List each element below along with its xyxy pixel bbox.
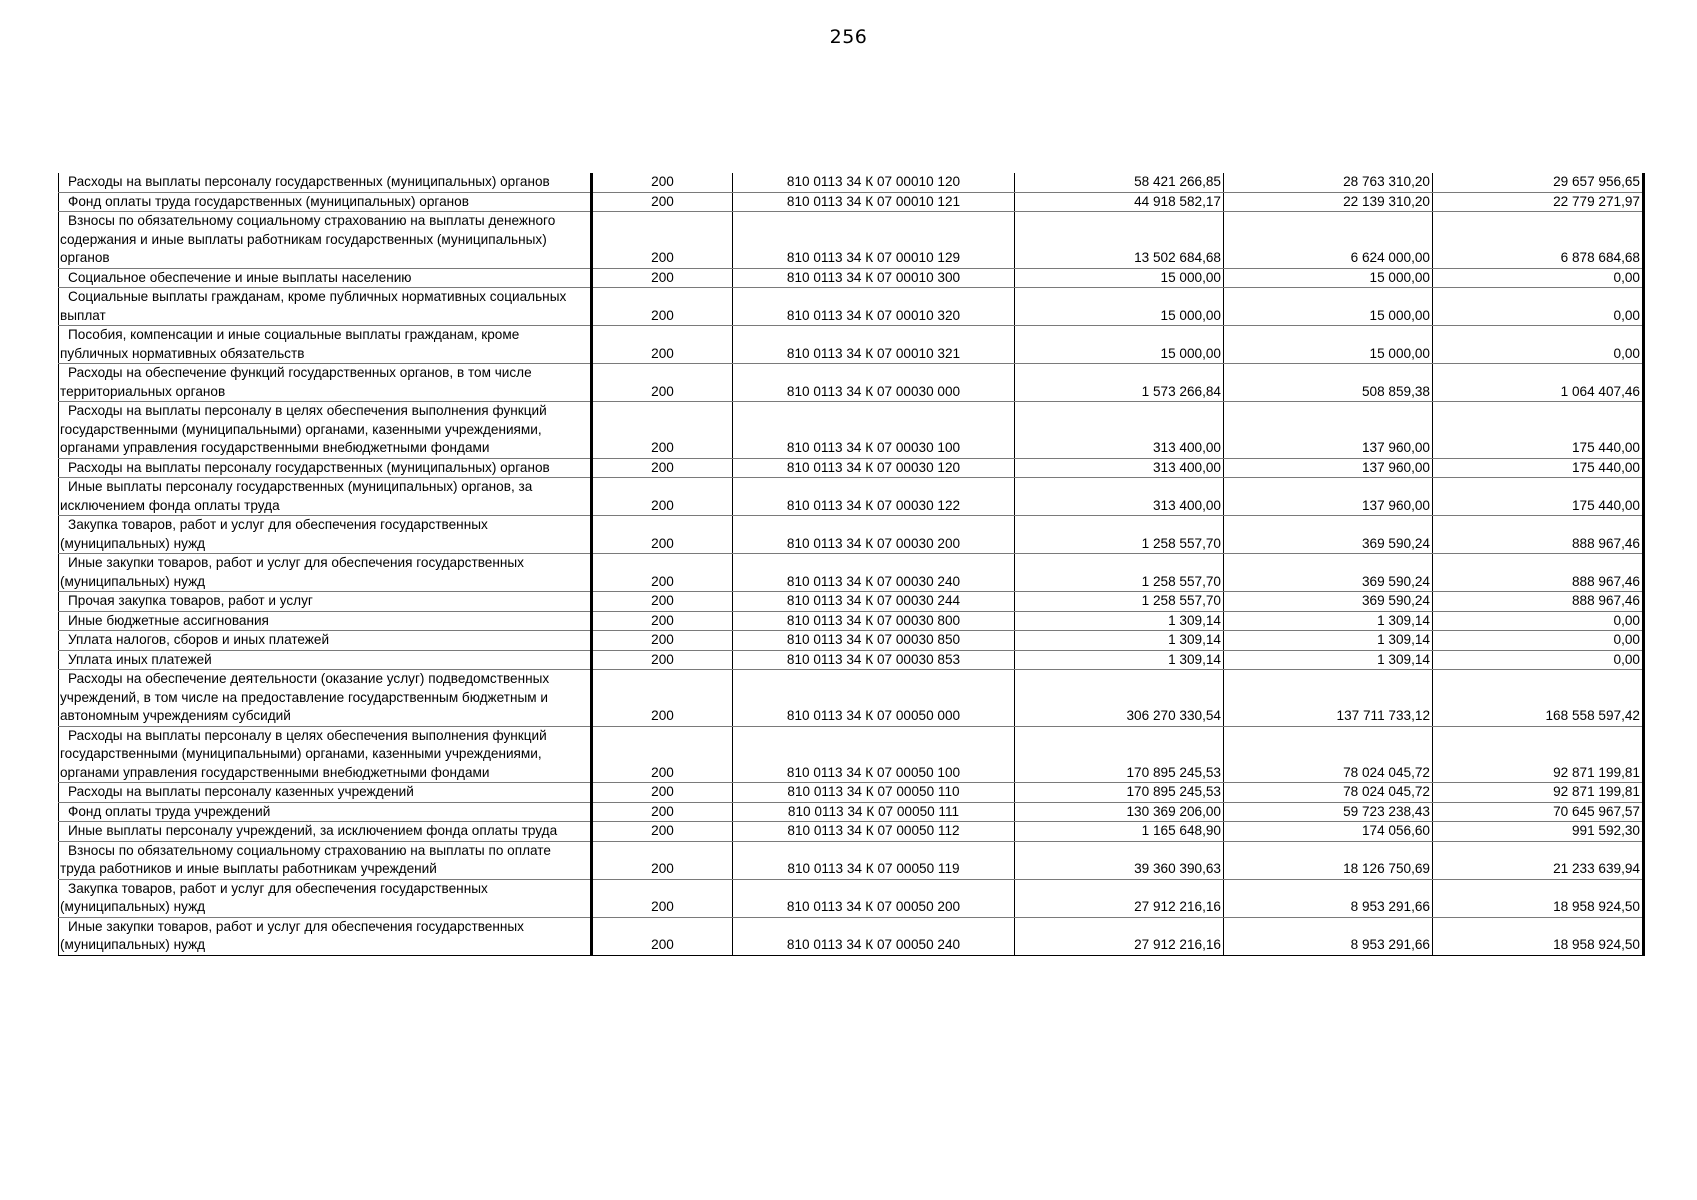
- row-executed: 8 953 291,66: [1224, 879, 1433, 917]
- row-line-code: 200: [592, 173, 733, 192]
- row-name: Пособия, компенсации и иные социальные выплаты гражданам, кроме публичных нормативных обязательств: [59, 326, 592, 364]
- row-line-code: 200: [592, 631, 733, 651]
- row-unexecuted: 21 233 639,94: [1433, 841, 1644, 879]
- row-budget-code: 810 0113 34 К 07 00010 320: [733, 288, 1015, 326]
- row-budget-code: 810 0113 34 К 07 00050 100: [733, 726, 1015, 783]
- row-budget-code: 810 0113 34 К 07 00010 321: [733, 326, 1015, 364]
- row-executed: 1 309,14: [1224, 650, 1433, 670]
- row-name: Социальные выплаты гражданам, кроме публичных нормативных социальных выплат: [59, 288, 592, 326]
- row-line-code: 200: [592, 802, 733, 822]
- row-approved: 15 000,00: [1015, 268, 1224, 288]
- row-unexecuted: 175 440,00: [1433, 478, 1644, 516]
- table-row: [59, 726, 1644, 783]
- row-executed: 15 000,00: [1224, 268, 1433, 288]
- table-row: [59, 670, 1644, 727]
- row-executed: 137 711 733,12: [1224, 670, 1433, 727]
- row-approved: 1 309,14: [1015, 611, 1224, 631]
- row-name: Расходы на выплаты персоналу в целях обеспечения выполнения функций государственными (муниципальными) органами, казенными учреждениями, органами управления государственными внебюджетными фондами: [59, 402, 592, 459]
- table-row: [59, 879, 1644, 917]
- table-row: [59, 402, 1644, 459]
- budget-execution-table: [58, 173, 1645, 956]
- table-row: [59, 631, 1644, 651]
- row-unexecuted: 0,00: [1433, 268, 1644, 288]
- row-approved: 1 309,14: [1015, 631, 1224, 651]
- row-unexecuted: 0,00: [1433, 611, 1644, 631]
- row-approved: 170 895 245,53: [1015, 726, 1224, 783]
- row-executed: 6 624 000,00: [1224, 212, 1433, 269]
- row-name: Социальное обеспечение и иные выплаты населению: [59, 268, 592, 288]
- row-approved: 1 165 648,90: [1015, 822, 1224, 842]
- row-name: Расходы на выплаты персоналу государственных (муниципальных) органов: [59, 173, 592, 192]
- row-unexecuted: 991 592,30: [1433, 822, 1644, 842]
- row-unexecuted: 1 064 407,46: [1433, 364, 1644, 402]
- table-row: [59, 592, 1644, 612]
- table-row: [59, 268, 1644, 288]
- table-row: [59, 458, 1644, 478]
- row-line-code: 200: [592, 288, 733, 326]
- table-row: [59, 917, 1644, 955]
- row-line-code: 200: [592, 841, 733, 879]
- row-budget-code: 810 0113 34 К 07 00050 200: [733, 879, 1015, 917]
- row-approved: 44 918 582,17: [1015, 192, 1224, 212]
- row-executed: 78 024 045,72: [1224, 726, 1433, 783]
- row-executed: 369 590,24: [1224, 554, 1433, 592]
- row-name: Фонд оплаты труда учреждений: [59, 802, 592, 822]
- row-executed: 508 859,38: [1224, 364, 1433, 402]
- row-name: Закупка товаров, работ и услуг для обеспечения государственных (муниципальных) нужд: [59, 879, 592, 917]
- row-line-code: 200: [592, 516, 733, 554]
- page-number: 256: [829, 26, 868, 48]
- row-budget-code: 810 0113 34 К 07 00050 000: [733, 670, 1015, 727]
- table-row: [59, 478, 1644, 516]
- table-row: [59, 841, 1644, 879]
- row-budget-code: 810 0113 34 К 07 00050 240: [733, 917, 1015, 955]
- row-line-code: 200: [592, 268, 733, 288]
- row-budget-code: 810 0113 34 К 07 00050 110: [733, 783, 1015, 803]
- row-name: Иные выплаты персоналу государственных (муниципальных) органов, за исключением фонда оплаты труда: [59, 478, 592, 516]
- row-unexecuted: 18 958 924,50: [1433, 917, 1644, 955]
- row-approved: 1 258 557,70: [1015, 516, 1224, 554]
- row-executed: 22 139 310,20: [1224, 192, 1433, 212]
- table-row: [59, 822, 1644, 842]
- row-name: Уплата иных платежей: [59, 650, 592, 670]
- row-executed: 18 126 750,69: [1224, 841, 1433, 879]
- row-executed: 137 960,00: [1224, 458, 1433, 478]
- row-unexecuted: 22 779 271,97: [1433, 192, 1644, 212]
- row-budget-code: 810 0113 34 К 07 00030 120: [733, 458, 1015, 478]
- row-line-code: 200: [592, 670, 733, 727]
- row-name: Прочая закупка товаров, работ и услуг: [59, 592, 592, 612]
- row-approved: 39 360 390,63: [1015, 841, 1224, 879]
- row-unexecuted: 6 878 684,68: [1433, 212, 1644, 269]
- row-budget-code: 810 0113 34 К 07 00010 121: [733, 192, 1015, 212]
- row-line-code: 200: [592, 726, 733, 783]
- row-executed: 59 723 238,43: [1224, 802, 1433, 822]
- row-name: Расходы на обеспечение функций государственных органов, в том числе территориальных органов: [59, 364, 592, 402]
- row-unexecuted: 92 871 199,81: [1433, 726, 1644, 783]
- row-executed: 174 056,60: [1224, 822, 1433, 842]
- row-unexecuted: 29 657 956,65: [1433, 173, 1644, 192]
- row-approved: 313 400,00: [1015, 402, 1224, 459]
- row-line-code: 200: [592, 364, 733, 402]
- row-unexecuted: 0,00: [1433, 631, 1644, 651]
- row-approved: 27 912 216,16: [1015, 917, 1224, 955]
- row-approved: 1 258 557,70: [1015, 592, 1224, 612]
- row-executed: 137 960,00: [1224, 402, 1433, 459]
- row-unexecuted: 175 440,00: [1433, 402, 1644, 459]
- row-name: Закупка товаров, работ и услуг для обеспечения государственных (муниципальных) нужд: [59, 516, 592, 554]
- row-budget-code: 810 0113 34 К 07 00010 120: [733, 173, 1015, 192]
- row-approved: 130 369 206,00: [1015, 802, 1224, 822]
- table-row: [59, 364, 1644, 402]
- row-executed: 1 309,14: [1224, 611, 1433, 631]
- row-line-code: 200: [592, 554, 733, 592]
- row-line-code: 200: [592, 917, 733, 955]
- row-line-code: 200: [592, 592, 733, 612]
- row-line-code: 200: [592, 212, 733, 269]
- row-line-code: 200: [592, 192, 733, 212]
- row-budget-code: 810 0113 34 К 07 00030 850: [733, 631, 1015, 651]
- row-unexecuted: 168 558 597,42: [1433, 670, 1644, 727]
- row-executed: 8 953 291,66: [1224, 917, 1433, 955]
- row-unexecuted: 0,00: [1433, 288, 1644, 326]
- row-budget-code: 810 0113 34 К 07 00030 200: [733, 516, 1015, 554]
- table-row: [59, 288, 1644, 326]
- row-approved: 27 912 216,16: [1015, 879, 1224, 917]
- row-budget-code: 810 0113 34 К 07 00050 119: [733, 841, 1015, 879]
- row-approved: 15 000,00: [1015, 326, 1224, 364]
- row-budget-code: 810 0113 34 К 07 00010 129: [733, 212, 1015, 269]
- row-budget-code: 810 0113 34 К 07 00030 853: [733, 650, 1015, 670]
- table-row: [59, 783, 1644, 803]
- row-budget-code: 810 0113 34 К 07 00010 300: [733, 268, 1015, 288]
- row-line-code: 200: [592, 478, 733, 516]
- row-approved: 313 400,00: [1015, 478, 1224, 516]
- row-budget-code: 810 0113 34 К 07 00050 111: [733, 802, 1015, 822]
- row-unexecuted: 888 967,46: [1433, 554, 1644, 592]
- row-approved: 1 573 266,84: [1015, 364, 1224, 402]
- row-approved: 306 270 330,54: [1015, 670, 1224, 727]
- table-row: [59, 212, 1644, 269]
- row-executed: 369 590,24: [1224, 516, 1433, 554]
- row-name: Фонд оплаты труда государственных (муниципальных) органов: [59, 192, 592, 212]
- table-row: [59, 554, 1644, 592]
- row-name: Расходы на выплаты персоналу казенных учреждений: [59, 783, 592, 803]
- row-unexecuted: 888 967,46: [1433, 516, 1644, 554]
- row-name: Уплата налогов, сборов и иных платежей: [59, 631, 592, 651]
- row-unexecuted: 175 440,00: [1433, 458, 1644, 478]
- row-name: Расходы на выплаты персоналу государственных (муниципальных) органов: [59, 458, 592, 478]
- row-name: Иные бюджетные ассигнования: [59, 611, 592, 631]
- row-approved: 170 895 245,53: [1015, 783, 1224, 803]
- row-budget-code: 810 0113 34 К 07 00030 240: [733, 554, 1015, 592]
- row-name: Расходы на обеспечение деятельности (оказание услуг) подведомственных учреждений, в том числе на предоставление государственным бюджетным и автономным учреждениям субсидий: [59, 670, 592, 727]
- row-name: Иные выплаты персоналу учреждений, за исключением фонда оплаты труда: [59, 822, 592, 842]
- row-line-code: 200: [592, 783, 733, 803]
- table-body: [59, 173, 1644, 955]
- row-unexecuted: 0,00: [1433, 650, 1644, 670]
- row-line-code: 200: [592, 326, 733, 364]
- row-line-code: 200: [592, 650, 733, 670]
- row-approved: 15 000,00: [1015, 288, 1224, 326]
- row-budget-code: 810 0113 34 К 07 00030 100: [733, 402, 1015, 459]
- table-row: [59, 650, 1644, 670]
- row-name: Расходы на выплаты персоналу в целях обеспечения выполнения функций государственными (муниципальными) органами, казенными учреждениями, органами управления государственными внебюджетными фондами: [59, 726, 592, 783]
- row-line-code: 200: [592, 822, 733, 842]
- row-executed: 137 960,00: [1224, 478, 1433, 516]
- row-executed: 1 309,14: [1224, 631, 1433, 651]
- row-unexecuted: 70 645 967,57: [1433, 802, 1644, 822]
- row-budget-code: 810 0113 34 К 07 00050 112: [733, 822, 1015, 842]
- row-line-code: 200: [592, 458, 733, 478]
- row-approved: 313 400,00: [1015, 458, 1224, 478]
- row-line-code: 200: [592, 402, 733, 459]
- row-unexecuted: 92 871 199,81: [1433, 783, 1644, 803]
- row-budget-code: 810 0113 34 К 07 00030 800: [733, 611, 1015, 631]
- row-line-code: 200: [592, 611, 733, 631]
- row-executed: 15 000,00: [1224, 326, 1433, 364]
- row-unexecuted: 888 967,46: [1433, 592, 1644, 612]
- table-row: [59, 326, 1644, 364]
- row-approved: 1 309,14: [1015, 650, 1224, 670]
- table-row: [59, 802, 1644, 822]
- table-row: [59, 516, 1644, 554]
- row-executed: 15 000,00: [1224, 288, 1433, 326]
- row-executed: 28 763 310,20: [1224, 173, 1433, 192]
- row-name: Взносы по обязательному социальному страхованию на выплаты по оплате труда работников и иные выплаты работникам учреждений: [59, 841, 592, 879]
- row-name: Иные закупки товаров, работ и услуг для обеспечения государственных (муниципальных) нужд: [59, 917, 592, 955]
- row-line-code: 200: [592, 879, 733, 917]
- table-row: [59, 611, 1644, 631]
- table-row: [59, 173, 1644, 192]
- row-budget-code: 810 0113 34 К 07 00030 000: [733, 364, 1015, 402]
- row-executed: 369 590,24: [1224, 592, 1433, 612]
- row-executed: 78 024 045,72: [1224, 783, 1433, 803]
- row-name: Взносы по обязательному социальному страхованию на выплаты денежного содержания и иные выплаты работникам государственных (муниципальных) органов: [59, 212, 592, 269]
- row-approved: 1 258 557,70: [1015, 554, 1224, 592]
- row-budget-code: 810 0113 34 К 07 00030 244: [733, 592, 1015, 612]
- row-budget-code: 810 0113 34 К 07 00030 122: [733, 478, 1015, 516]
- row-approved: 13 502 684,68: [1015, 212, 1224, 269]
- row-approved: 58 421 266,85: [1015, 173, 1224, 192]
- table-row: [59, 192, 1644, 212]
- row-unexecuted: 18 958 924,50: [1433, 879, 1644, 917]
- row-name: Иные закупки товаров, работ и услуг для обеспечения государственных (муниципальных) нужд: [59, 554, 592, 592]
- row-unexecuted: 0,00: [1433, 326, 1644, 364]
